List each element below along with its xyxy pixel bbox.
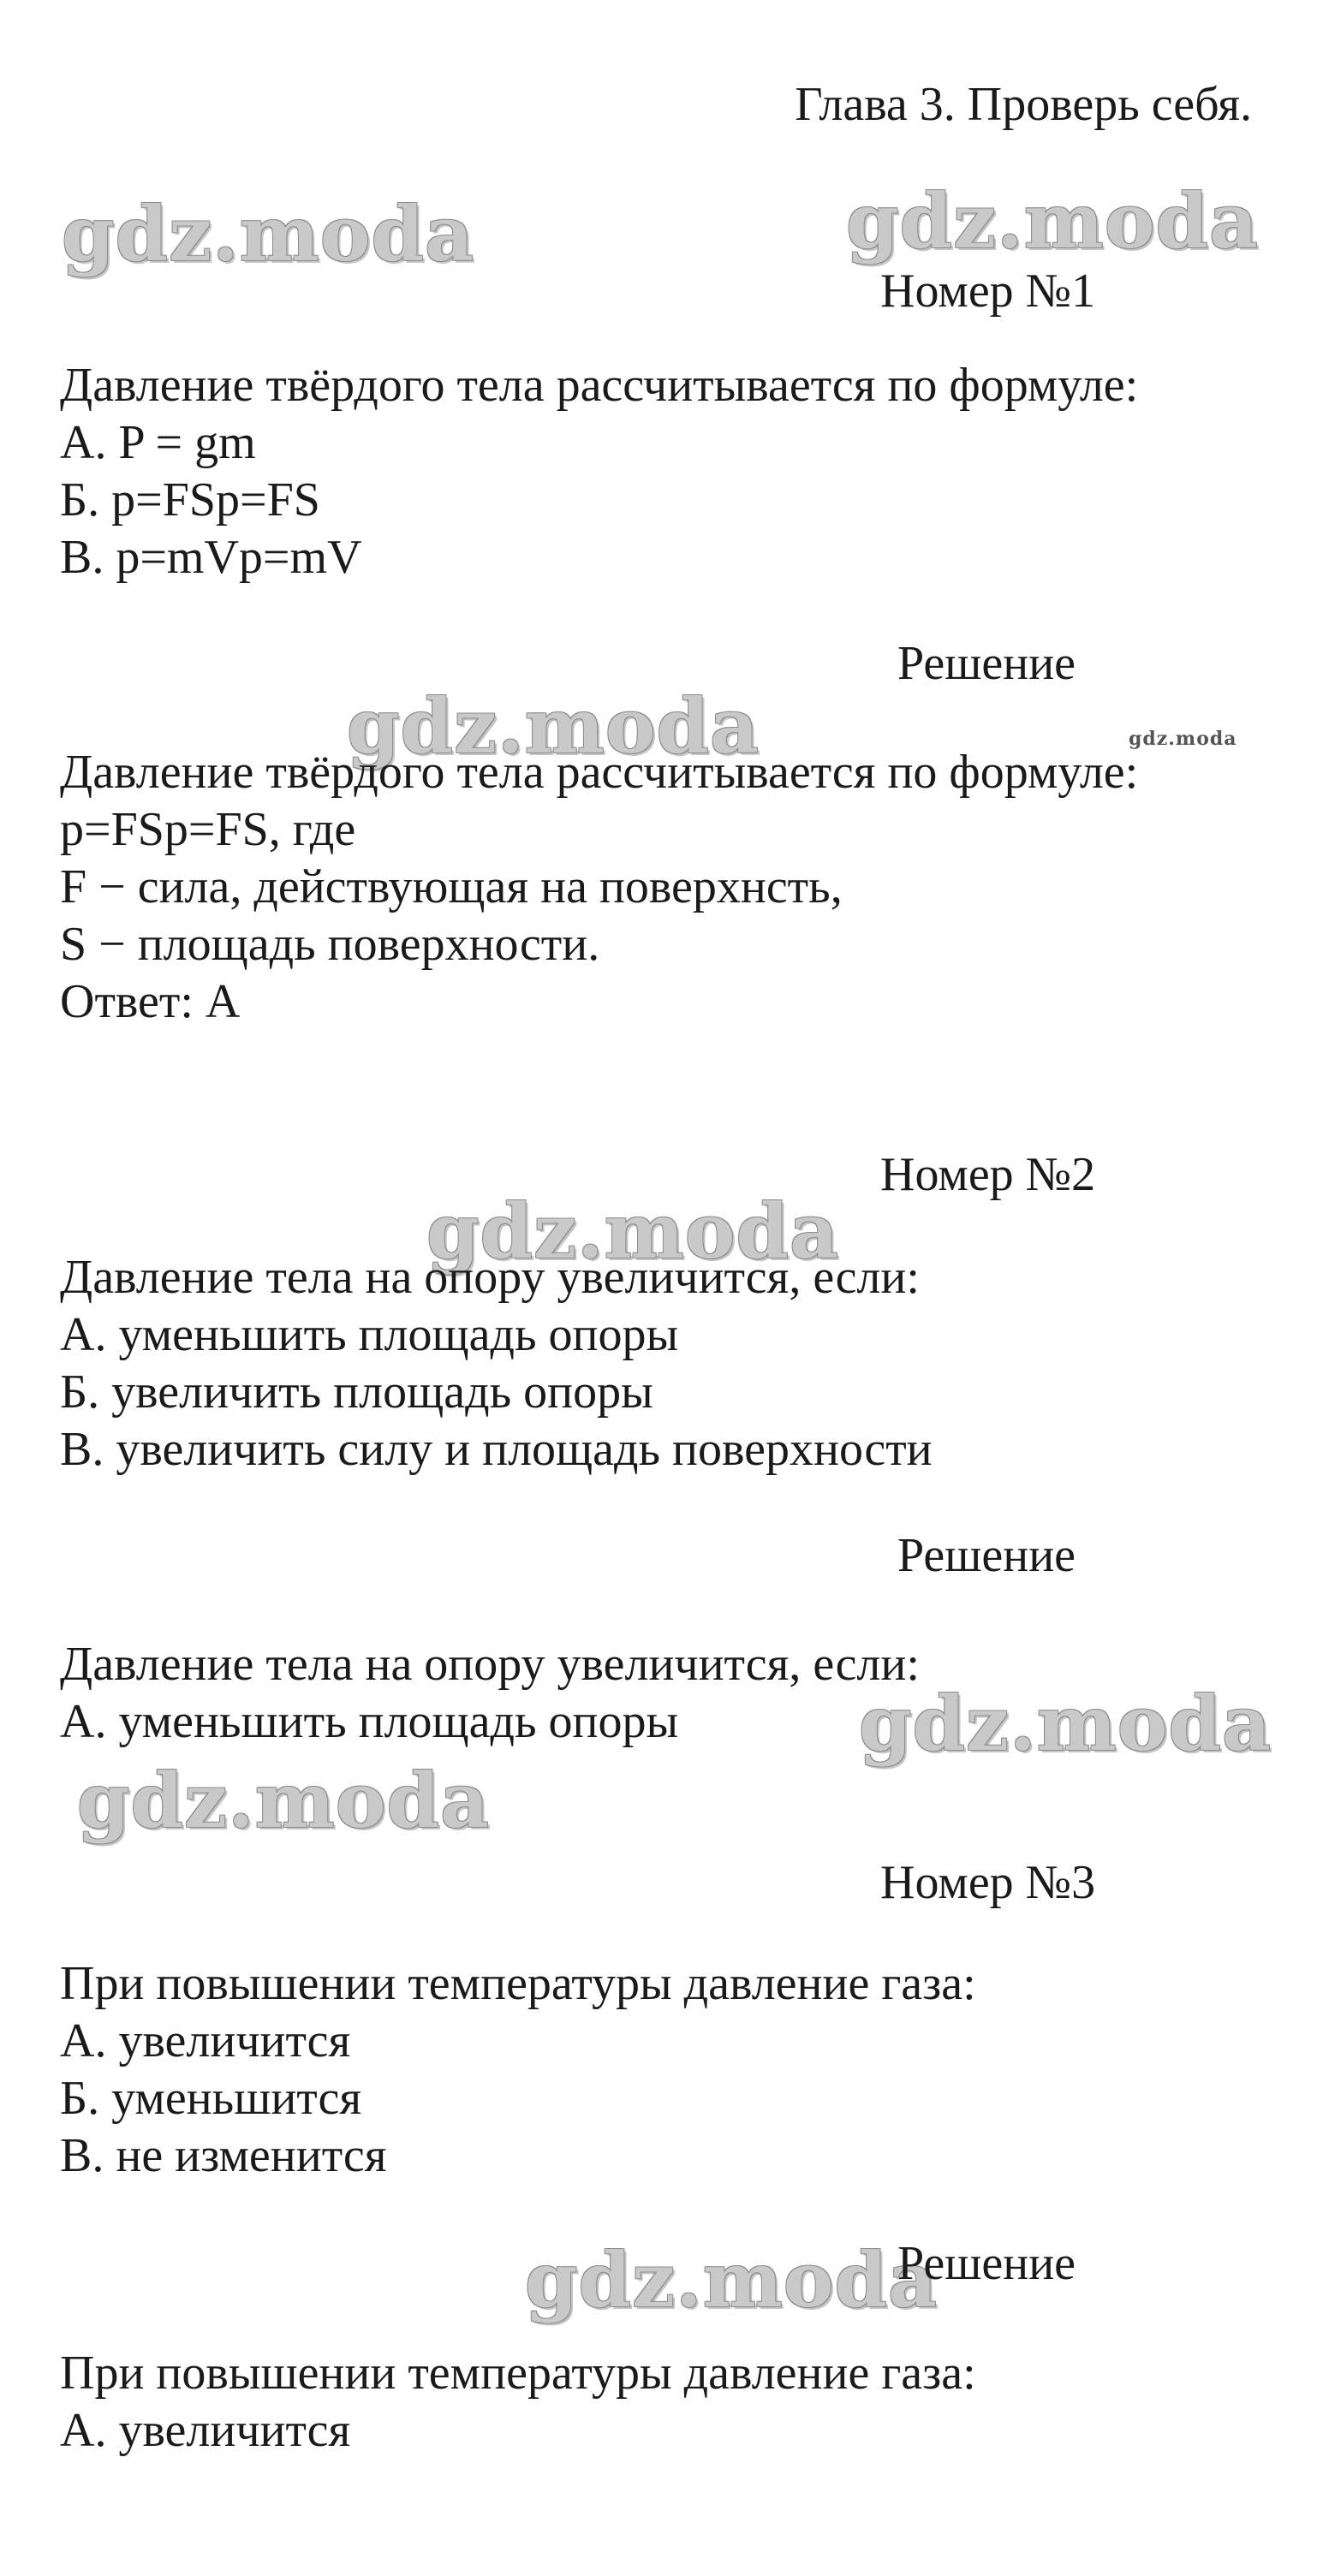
option-item: В. p=mVp=mV [60, 531, 362, 584]
watermark-logo: gdz.moda [62, 189, 475, 278]
problem-number: Номер №3 [880, 1856, 1096, 1909]
option-item: А. увеличится [60, 2014, 351, 2067]
option-item: В. увеличить силу и площадь поверхности [60, 1423, 933, 1476]
watermark-logo: gdz.moda [347, 681, 760, 770]
option-item: А. уменьшить площадь опоры [60, 1308, 679, 1361]
solution-line: Давление тела на опору увеличится, если: [60, 1638, 920, 1691]
solution-line: S − площадь поверхности. [60, 918, 600, 971]
chapter-title: Глава 3. Проверь себя. [795, 78, 1252, 131]
option-item: А. P = gm [60, 416, 256, 469]
watermark-logo: gdz.moda [525, 2235, 939, 2324]
watermark-logo: gdz.moda [846, 176, 1260, 265]
solution-line: При повышении температуры давление газа: [60, 2347, 976, 2400]
problem-number: Номер №1 [880, 265, 1096, 318]
problem-number: Номер №2 [880, 1148, 1096, 1201]
solution-label: Решение [897, 1529, 1076, 1582]
solution-label: Решение [897, 2237, 1076, 2290]
option-item: Б. p=FSp=FS [60, 473, 320, 527]
watermark-logo: gdz.moda [859, 1679, 1272, 1768]
watermark-logo: gdz.moda [77, 1756, 491, 1845]
watermark-logo: gdz.moda [426, 1187, 840, 1276]
solution-label: Решение [897, 637, 1076, 690]
solution-line: F − сила, действующая на поверхнсть, [60, 860, 843, 913]
option-item: В. не изменится [60, 2129, 387, 2182]
watermark-logo-small: gdz.moda [1129, 728, 1237, 750]
answer-line: Ответ: А [60, 975, 241, 1028]
solution-line: p=FSp=FS, где [60, 803, 356, 856]
answer-line: А. уменьшить площадь опоры [60, 1695, 679, 1748]
question-text: Давление тела на опору увеличится, если: [60, 1251, 920, 1304]
answer-line: А. увеличится [60, 2404, 351, 2457]
solution-line: Давление твёрдого тела рассчитывается по формуле: [60, 746, 1139, 799]
option-item: Б. уменьшится [60, 2072, 362, 2125]
question-text: Давление твёрдого тела рассчитывается по формуле: [60, 359, 1139, 412]
option-item: Б. увеличить площадь опоры [60, 1365, 653, 1419]
question-text: При повышении температуры давление газа: [60, 1957, 976, 2010]
